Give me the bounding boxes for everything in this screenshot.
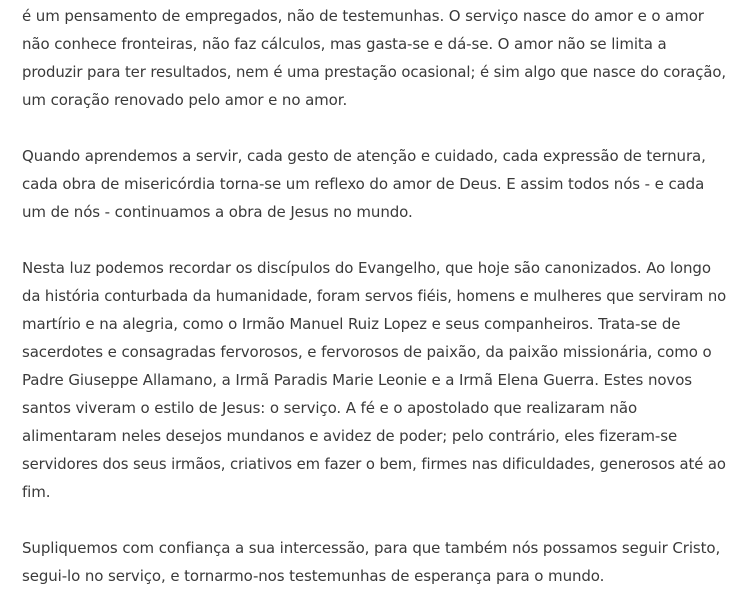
text-line: santos viveram o estilo de Jesus: o serviço. A fé e o apostolado que realizaram não — [22, 399, 638, 417]
text-line: um coração renovado pelo amor e no amor. — [22, 91, 348, 109]
text-line: Nesta luz podemos recordar os discípulos do Evangelho, que hoje são canonizados. Ao longo — [22, 259, 711, 277]
text-line: Quando aprendemos a servir, cada gesto de atenção e cuidado, cada expressão de ternura, — [22, 147, 706, 165]
text-line: martírio e na alegria, como o Irmão Manuel Ruiz Lopez e seus companheiros. Trata-se de — [22, 315, 681, 333]
text-line: fim. — [22, 483, 51, 501]
text-line: é um pensamento de empregados, não de testemunhas. O serviço nasce do amor e o amor — [22, 7, 704, 25]
text-line: Padre Giuseppe Allamano, a Irmã Paradis Marie Leonie e a Irmã Elena Guerra. Estes novos — [22, 371, 692, 389]
article-body — [0, 2, 732, 595]
text-line: produzir para ter resultados, nem é uma prestação ocasional; é sim algo que nasce do coração, — [22, 63, 726, 81]
paragraph-canonized-saints — [22, 254, 732, 506]
text-line: segui-lo no serviço, e tornarmo-nos testemunhas de esperança para o mundo. — [22, 567, 605, 585]
text-line: um de nós - continuamos a obra de Jesus no mundo. — [22, 203, 413, 221]
text-line: servidores dos seus irmãos, criativos em fazer o bem, firmes nas dificuldades, generosos até ao — [22, 455, 726, 473]
text-line: da história conturbada da humanidade, foram servos fiéis, homens e mulheres que serviram no — [22, 287, 727, 305]
text-line: não conhece fronteiras, não faz cálculos, mas gasta-se e dá-se. O amor não se limita a — [22, 35, 667, 53]
paragraph-service-love — [22, 2, 732, 114]
text-line: Supliquemos com confiança a sua intercessão, para que também nós possamos seguir Cristo, — [22, 539, 721, 557]
text-line: sacerdotes e consagradas fervorosos, e fervorosos de paixão, da paixão missionária, como o — [22, 343, 712, 361]
paragraph-intercession — [22, 534, 732, 590]
text-line: alimentaram neles desejos mundanos e avidez de poder; pelo contrário, eles fizeram-se — [22, 427, 678, 445]
text-line: cada obra de misericórdia torna-se um reflexo do amor de Deus. E assim todos nós - e cada — [22, 175, 705, 193]
paragraph-learning-to-serve — [22, 142, 732, 226]
